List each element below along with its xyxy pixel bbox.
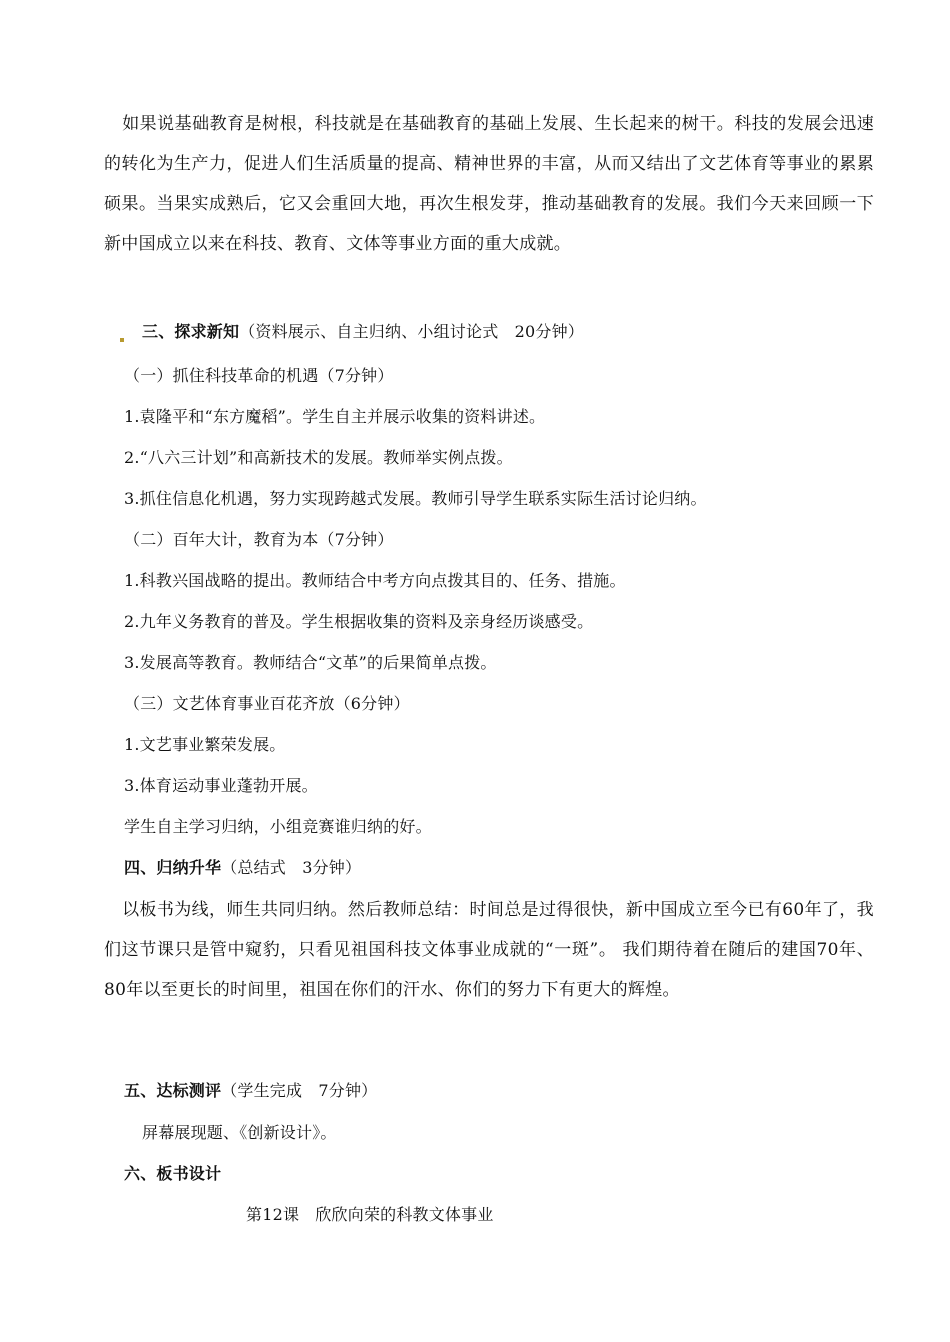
section4-title: 四、归纳升华 [124,858,222,877]
section3-sub2-item-1: 1.科教兴国战略的提出。教师结合中考方向点拨其目的、任务、措施。 [124,571,626,590]
section3-sub3-item-1: 1.文艺事业繁荣发展。 [124,735,286,754]
intro-paragraph-text: 如果说基础教育是树根，科技就是在基础教育的基础上发展、生长起来的树干。科技的发展会迅速的转化为生产力，促进人们生活质量的提高、精神世界的丰富，从而又结出了文艺体育等事业的累累硕果。当果实成熟后，它又会重回大地，再次生根发芽，推动基础教育的发展。我们今天来回顾一下新中国成立以来在科技、教育、文体等事业方面的重大成就。 [104,114,874,254]
section3-sub3-title: （三）文艺体育事业百花齐放（6分钟） [124,694,410,713]
section3-sub1-title: （一）抓住科技革命的机遇（7分钟） [124,366,394,385]
marker-dot [120,338,124,342]
section6-title: 六、板书设计 [124,1164,222,1183]
section5-note: （学生完成 7分钟） [221,1081,378,1100]
section3-sub1-item-2: 2.“八六三计划”和高新技术的发展。教师举实例点拨。 [124,448,513,467]
section4-heading [124,856,361,880]
board-design-title: 第12课 欣欣向荣的科教文体事业 [246,1205,494,1224]
section3-note: （资料展示、自主归纳、小组讨论式 20分钟） [239,322,584,341]
section3-sub2-item-3: 3.发展高等教育。教师结合“文革”的后果简单点拨。 [124,653,497,672]
section3-title: 三、探求新知 [142,322,240,341]
section4-note: （总结式 3分钟） [221,858,362,877]
section3-sub3-item-2: 3.体育运动事业蓬勃开展。 [124,776,318,795]
section3-closing: 学生自主学习归纳，小组竞赛谁归纳的好。 [124,817,432,836]
section5-title: 五、达标测评 [124,1081,222,1100]
section5-heading [124,1079,377,1103]
section5-content: 屏幕展现题、《创新设计》。 [142,1123,337,1142]
section3-sub2-title: （二）百年大计，教育为本（7分钟） [124,530,394,549]
section3-sub2-item-2: 2.九年义务教育的普及。学生根据收集的资料及亲身经历谈感受。 [124,612,594,631]
section3-sub1-item-3: 3.抓住信息化机遇，努力实现跨越式发展。教师引导学生联系实际生活讨论归纳。 [124,489,707,508]
intro-paragraph [104,104,874,264]
section6-heading [124,1162,221,1186]
section4-paragraph-text: 以板书为线，师生共同归纳。然后教师总结：时间总是过得很快，新中国成立至今已有60年了，我们这节课只是管中窥豹，只看见祖国科技文体事业成就的“一斑”。 我们期待着在随后的建国70年、80年以至更长的时间里，祖国在你们的汗水、你们的努力下有更大的辉煌。 [104,900,874,1000]
section3-heading [142,320,584,344]
section4-paragraph [104,890,874,1010]
section3-sub1-item-1: 1.袁隆平和“东方魔稻”。学生自主并展示收集的资料讲述。 [124,407,546,426]
